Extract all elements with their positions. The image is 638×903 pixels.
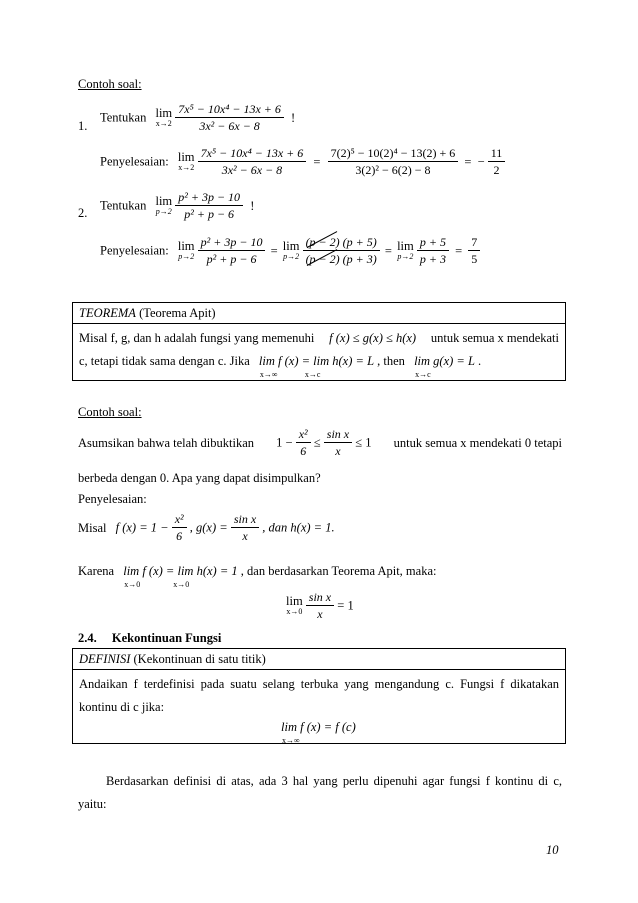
closing-line-2: yaitu: — [78, 797, 107, 811]
theorem-label: TEOREMA — [79, 306, 136, 320]
leq-sign: ≤ — [313, 435, 321, 450]
denominator: p² + p − 6 — [206, 252, 257, 266]
lim-word: lim — [282, 239, 300, 253]
lim-subscript: x→c — [304, 370, 321, 379]
lim-subscript: x→2 — [155, 119, 172, 128]
equals-sign: = — [384, 243, 392, 258]
problem-2-limit — [155, 195, 172, 216]
numerator: sin x — [324, 427, 352, 443]
sinx-over-x — [231, 512, 259, 543]
example-2-conclusion — [286, 590, 354, 621]
definition-line-1: Andaikan f terdefinisi pada suatu selang terbuka yang mengandung c. Fungsi f dikatakan — [79, 677, 559, 691]
theorem-name: (Teorema Apit) — [135, 306, 216, 320]
numerator: sin x — [306, 590, 334, 606]
example-text: Asumsikan bahwa telah dibuktikan — [78, 435, 255, 450]
problem-1-limit — [155, 107, 172, 128]
example-heading-1: Contoh soal: — [78, 77, 142, 91]
sinx-over-x — [306, 590, 334, 621]
definition-formula: lim f (x) = f (c) — [281, 720, 356, 734]
problem-1-task: Tentukan — [100, 110, 147, 125]
karena-text: , dan berdasarkan Teorema Apit, maka: — [240, 564, 437, 578]
sinx-over-x — [324, 427, 352, 458]
example-2-solution-label: Penyelesaian: — [78, 492, 147, 506]
equals-sign: = — [270, 243, 278, 258]
x2-over-6 — [296, 427, 311, 458]
definition-box — [72, 648, 566, 744]
equals-sign: = — [455, 243, 463, 258]
theorem-conclusion — [414, 353, 475, 379]
page-number: 10 — [546, 843, 559, 857]
solution-2-fraction-1 — [198, 235, 266, 266]
definition-label: DEFINISI — [79, 652, 131, 666]
closing-line-1: Berdasarkan definisi di atas, ada 3 hal yang perlu dipenuhi agar fungsi f kontinu di c, — [106, 774, 562, 788]
denominator: 3(2)² − 6(2) − 8 — [355, 163, 431, 177]
lim-word: lim — [155, 106, 173, 120]
substituted-fraction — [328, 146, 459, 177]
numerator: x² — [296, 427, 311, 443]
reduced-fraction — [417, 235, 449, 266]
solution-2-limit-3 — [397, 240, 414, 261]
denominator: p + 3 — [419, 252, 446, 266]
lim-word: lim — [177, 150, 195, 164]
theorem-inequality: f (x) ≤ g(x) ≤ h(x) — [329, 331, 417, 345]
solution-1-limit — [178, 151, 195, 172]
denominator: 3x² − 6x − 8 — [199, 119, 260, 133]
lim-word: lim — [397, 239, 414, 253]
problem-2-number: 2. — [78, 206, 88, 220]
period: . — [478, 354, 482, 368]
theorem-text: untuk semua x mendekati — [430, 331, 559, 345]
solution-2-limit-2 — [283, 240, 300, 261]
x2-over-6 — [172, 512, 187, 543]
theorem-limit-conclusion: lim g(x) = L — [414, 354, 475, 368]
denominator: p² + p − 6 — [184, 207, 235, 221]
denominator: 6 — [176, 529, 183, 543]
problem-2-fraction — [175, 190, 243, 221]
denominator: 6 — [300, 444, 307, 458]
lim-subscript: p→2 — [155, 207, 172, 216]
karena-label: Karena — [78, 564, 115, 578]
theorem-divider — [73, 323, 565, 324]
karena-limit-equality: lim f (x) = lim h(x) = 1 — [123, 564, 238, 578]
solution-2-limit-1 — [178, 240, 195, 261]
solution-label: Penyelesaian: — [100, 243, 169, 258]
theorem-limits — [258, 353, 375, 379]
problem-1-statement — [100, 102, 295, 133]
g-definition: , g(x) = — [189, 520, 228, 535]
example-2-definitions — [78, 512, 335, 543]
numerator: 7x⁵ − 10x⁴ − 13x + 6 — [198, 146, 307, 162]
f-definition: f (x) = 1 − — [115, 520, 169, 535]
example-2-karena-line — [78, 563, 437, 589]
denominator: (p − 2) (p + 3) — [305, 252, 377, 266]
problem-2-task: Tentukan — [100, 198, 147, 213]
theorem-limit-equality: lim f (x) = lim h(x) = L — [258, 354, 375, 368]
theorem-title — [79, 305, 216, 321]
problem-1-number: 1. — [78, 119, 88, 133]
lim-subscript: p→2 — [397, 252, 414, 261]
theorem-text: , then — [377, 354, 405, 368]
theorem-box — [72, 302, 566, 381]
lim-subscript: x→2 — [178, 163, 195, 172]
lim-subscript: p→2 — [178, 252, 195, 261]
problem-2-statement — [100, 190, 254, 221]
lim-word: lim — [286, 594, 303, 608]
theorem-text: c, tetapi tidak sama dengan c. Jika — [79, 354, 250, 368]
example-text: untuk semua x mendekati 0 tetapi — [393, 435, 562, 450]
numerator: p² + 3p − 10 — [175, 190, 243, 206]
numerator: p² + 3p − 10 — [198, 235, 266, 251]
h-definition: , dan h(x) = 1. — [262, 520, 335, 535]
lim-subscript: x→0 — [173, 580, 190, 589]
definition-name: (Kekontinuan di satu titik) — [130, 652, 266, 666]
problem-1-solution — [100, 146, 505, 177]
equals-one: = 1 — [337, 598, 354, 613]
equals-sign: = — [464, 154, 472, 169]
result-fraction — [488, 146, 506, 177]
definition-title — [79, 651, 266, 667]
misal-label: Misal — [78, 520, 107, 535]
lim-word: lim — [155, 194, 173, 208]
denominator: x — [317, 607, 323, 621]
one-minus: 1 − — [276, 435, 293, 450]
denominator: x — [242, 529, 248, 543]
problem-2-solution — [100, 235, 480, 266]
section-title: Kekontinuan Fungsi — [111, 631, 222, 645]
denominator: 2 — [493, 163, 500, 177]
section-heading — [78, 630, 221, 646]
problem-1-fraction — [175, 102, 284, 133]
theorem-text: Misal f, g, dan h adalah fungsi yang memenuhi — [79, 331, 315, 345]
lim-subscript: p→2 — [283, 252, 300, 261]
equals-sign: = — [313, 154, 321, 169]
exclamation: ! — [291, 110, 296, 125]
conclusion-limit — [286, 595, 303, 616]
definition-line-2: kontinu di c jika: — [79, 700, 165, 714]
numerator: p + 5 — [417, 235, 449, 251]
solution-1-fraction — [198, 146, 307, 177]
denominator: 5 — [471, 252, 478, 266]
denominator: x — [335, 444, 341, 458]
leq-one: ≤ 1 — [355, 435, 372, 450]
numerator: 7x⁵ − 10x⁴ − 13x + 6 — [175, 102, 284, 118]
solution-label: Penyelesaian: — [100, 154, 169, 169]
example-2-line-2: berbeda dengan 0. Apa yang dapat disimpulkan? — [78, 471, 321, 485]
karena-limits — [123, 563, 238, 589]
minus-sign: − — [477, 154, 485, 169]
lim-subscript: x→0 — [286, 607, 303, 616]
lim-subscript: x→0 — [124, 580, 141, 589]
lim-subscript: x→c — [415, 370, 431, 379]
theorem-line-2 — [79, 353, 482, 379]
numerator: 7 — [468, 235, 480, 251]
exclamation: ! — [250, 198, 255, 213]
lim-subscript: x→∞ — [259, 370, 278, 379]
example-2-line-1 — [78, 427, 562, 458]
lim-subscript: x→∞ — [282, 736, 300, 745]
example-inequality — [276, 427, 371, 458]
denominator: 3x² − 6x − 8 — [221, 163, 283, 177]
result-fraction — [468, 235, 480, 266]
example-heading-2: Contoh soal: — [78, 405, 142, 419]
numerator: sin x — [231, 512, 259, 528]
numerator: 7(2)⁵ − 10(2)⁴ − 13(2) + 6 — [328, 146, 459, 162]
section-number: 2.4. — [78, 631, 97, 645]
numerator: (p − 2) (p + 5) — [303, 235, 380, 251]
lim-word: lim — [177, 239, 195, 253]
factored-fraction — [303, 235, 380, 266]
numerator: 11 — [488, 146, 506, 162]
definition-formula-wrap — [281, 719, 356, 745]
numerator: x² — [172, 512, 187, 528]
definition-divider — [73, 669, 565, 670]
theorem-line-1 — [79, 330, 559, 346]
